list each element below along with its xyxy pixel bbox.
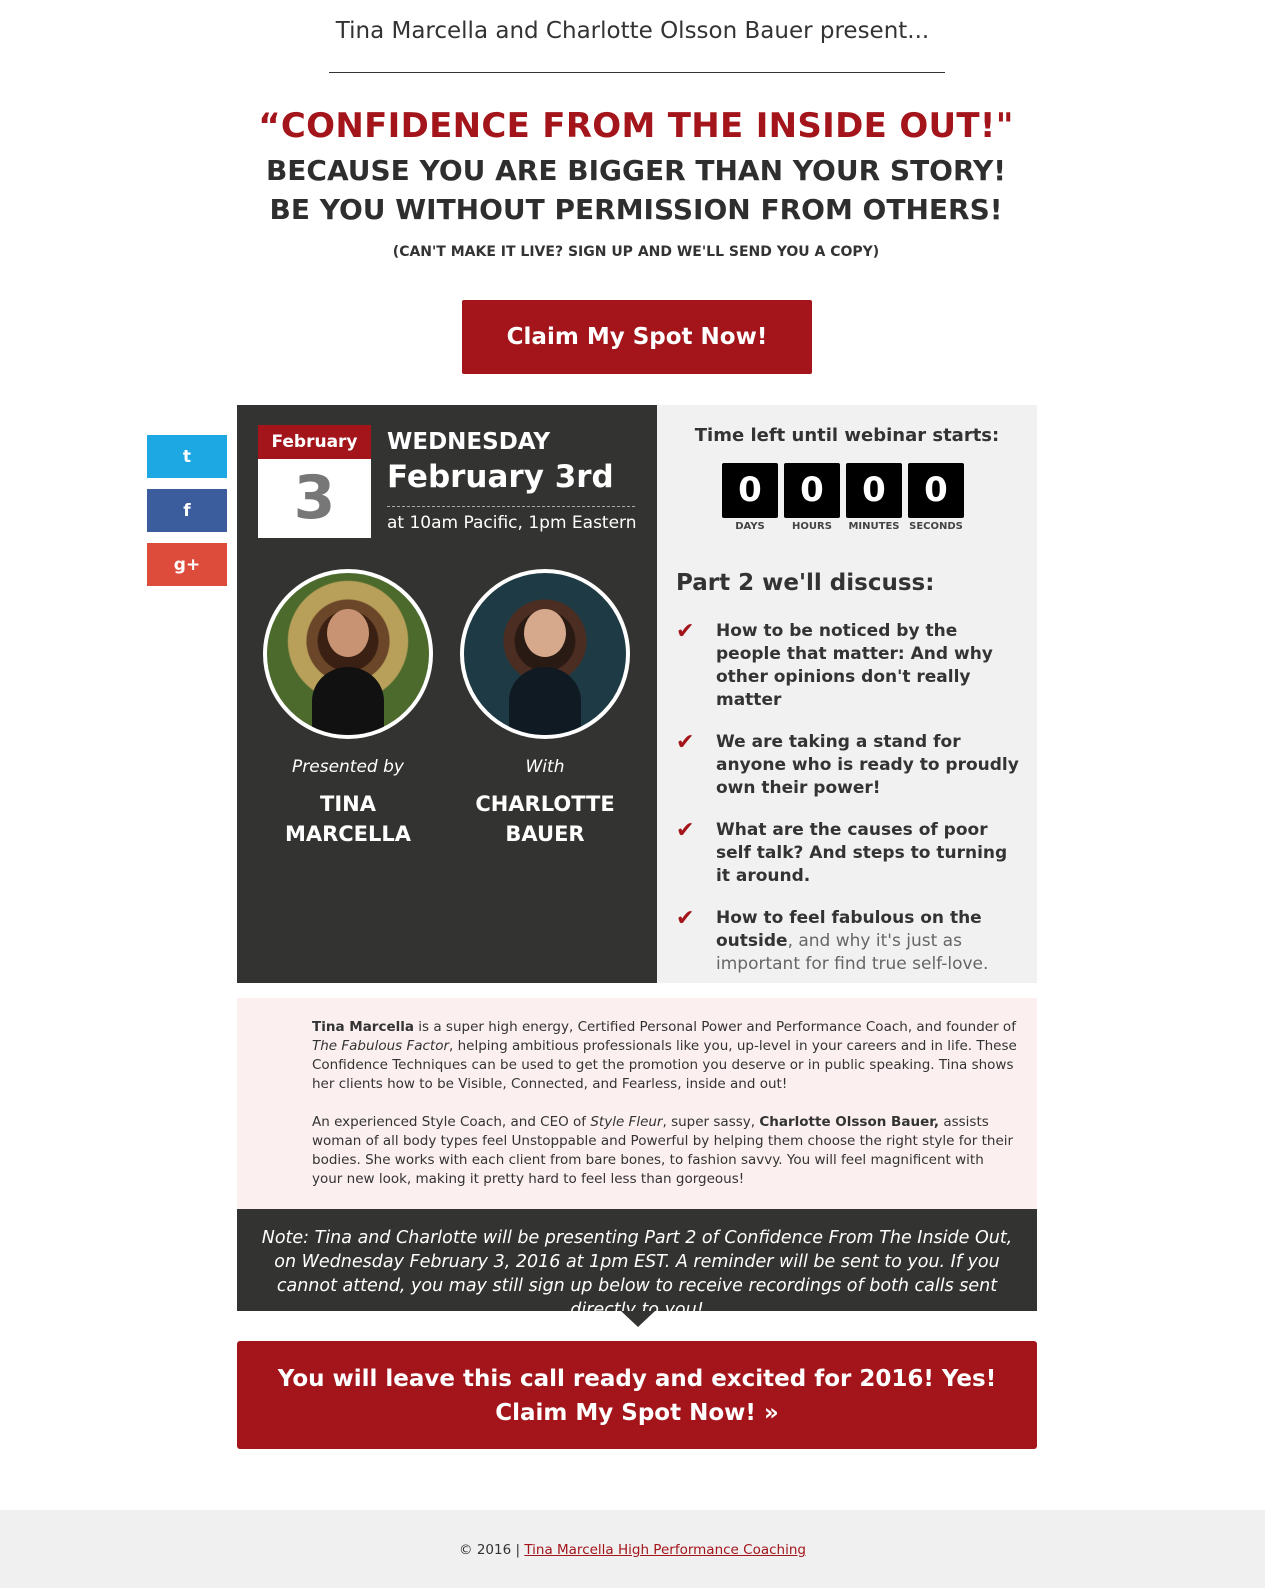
timer-unit-hours bbox=[784, 463, 840, 532]
claim-spot-button[interactable]: Claim My Spot Now! bbox=[462, 300, 812, 374]
twitter-share-button[interactable] bbox=[147, 435, 227, 478]
info-panel bbox=[657, 405, 1037, 983]
timer-label: SECONDS bbox=[909, 521, 963, 532]
calendar-day: 3 bbox=[293, 463, 336, 533]
presenter-last-name: MARCELLA bbox=[284, 822, 412, 846]
timer-digit: 0 bbox=[908, 463, 964, 518]
list-item bbox=[676, 819, 1026, 888]
event-time: at 10am Pacific, 1pm Eastern bbox=[387, 513, 637, 533]
date-divider bbox=[387, 506, 635, 507]
event-panel bbox=[237, 405, 657, 983]
signup-note: (CAN'T MAKE IT LIVE? SIGN UP AND WE'LL SEND YOU A COPY) bbox=[392, 244, 880, 260]
bio-text: An experienced Style Coach, and CEO of bbox=[312, 1114, 591, 1130]
discuss-title: Part 2 we'll discuss: bbox=[676, 570, 935, 596]
event-date: February 3rd bbox=[387, 459, 614, 495]
timer-unit-minutes bbox=[846, 463, 902, 532]
list-item bbox=[676, 731, 1026, 800]
subheadline-1: BECAUSE YOU ARE BIGGER THAN YOUR STORY! bbox=[265, 154, 1007, 187]
claim-spot-bottom-button[interactable] bbox=[237, 1341, 1037, 1449]
presenter-photo-charlotte bbox=[460, 569, 630, 739]
headline: “CONFIDENCE FROM THE INSIDE OUT!" bbox=[258, 106, 1014, 146]
facebook-share-button[interactable] bbox=[147, 489, 227, 532]
list-item-bold: How to feel fabulous on the outside bbox=[716, 908, 982, 951]
bio-text: assists woman of all body types feel Unstoppable and Powerful by helping them choose the right style for their bodies. She works with each client from bare bones, to fashion savvy. You will feel magnificent with your new look, making it pretty hard to feel less than gorgeous! bbox=[312, 1114, 1014, 1187]
googleplus-share-button[interactable] bbox=[147, 543, 227, 586]
list-item-bold: How to be noticed by the people that matter: And why other opinions don't really matter bbox=[716, 621, 993, 710]
event-weekday: WEDNESDAY bbox=[387, 429, 551, 455]
bio-company: The Fabulous Factor bbox=[312, 1038, 450, 1054]
bio-name: Tina Marcella bbox=[312, 1019, 414, 1035]
facebook-icon: f bbox=[183, 500, 191, 521]
bio-name: Charlotte Olsson Bauer, bbox=[759, 1114, 940, 1130]
presenter-label-1: Presented by bbox=[292, 757, 404, 777]
presenter-label-2: With bbox=[525, 757, 565, 777]
photo-face bbox=[524, 609, 566, 658]
timer-digit: 0 bbox=[722, 463, 778, 518]
timer-label: DAYS bbox=[735, 521, 765, 532]
note-arrow bbox=[621, 1311, 655, 1327]
checkmark-icon: ✔ bbox=[676, 818, 695, 843]
presenter-last-name: BAUER bbox=[505, 822, 585, 846]
list-item bbox=[676, 620, 1026, 712]
bio-text: , helping ambitious professionals like you, up-level in your careers and in life. These Confidence Techniques can be used to get the promotion you deserve or in public speaking. Tina shows her clients how to be Visible, Connected, and Fearless, inside and out! bbox=[312, 1038, 1017, 1092]
photo-body bbox=[509, 667, 580, 735]
bio-tina bbox=[312, 1018, 1017, 1094]
countdown-timer bbox=[722, 463, 964, 532]
timer-unit-days bbox=[722, 463, 778, 532]
timer-title: Time left until webinar starts: bbox=[694, 425, 1000, 446]
presenter-name-1 bbox=[238, 789, 458, 849]
list-item-bold: What are the causes of poor self talk? And steps to turning it around. bbox=[716, 820, 1008, 886]
bio-company: Style Fleur bbox=[590, 1114, 663, 1130]
list-item-rest: , and why it's just as important for find true self-love. bbox=[716, 931, 989, 974]
checkmark-icon: ✔ bbox=[676, 619, 695, 644]
photo-body bbox=[312, 667, 383, 735]
googleplus-icon: g+ bbox=[173, 554, 201, 575]
timer-digit: 0 bbox=[784, 463, 840, 518]
photo-face bbox=[327, 609, 369, 658]
list-item bbox=[676, 907, 1026, 976]
bio-text: , super sassy, bbox=[662, 1114, 760, 1130]
discuss-list bbox=[676, 620, 1026, 995]
note-panel: Note: Tina and Charlotte will be presenting Part 2 of Confidence From The Inside Out, on Wednesday February 3, 2016 at 1pm EST. A reminder will be sent to you. If you cannot attend, you may still sign up below to receive recordings of both calls sent directly to you! bbox=[237, 1209, 1037, 1311]
subheadline-2: BE YOU WITHOUT PERMISSION FROM OTHERS! bbox=[269, 193, 1003, 226]
checkmark-icon: ✔ bbox=[676, 730, 695, 755]
list-item-bold: We are taking a stand for anyone who is ready to proudly own their power! bbox=[716, 732, 1019, 798]
twitter-icon: t bbox=[182, 446, 192, 467]
presenter-photo-tina bbox=[263, 569, 433, 739]
cta-line-1: You will leave this call ready and excited for 2016! Yes! bbox=[277, 1366, 997, 1392]
header-divider bbox=[329, 72, 945, 73]
presenter-first-name: TINA bbox=[320, 792, 376, 816]
footer-link[interactable]: Tina Marcella High Performance Coaching bbox=[524, 1542, 806, 1558]
timer-label: MINUTES bbox=[848, 521, 900, 532]
presenters-line: Tina Marcella and Charlotte Olsson Bauer present... bbox=[335, 18, 930, 44]
checkmark-icon: ✔ bbox=[676, 906, 695, 931]
timer-digit: 0 bbox=[846, 463, 902, 518]
cta-line-2: Claim My Spot Now! » bbox=[495, 1400, 779, 1426]
calendar-month: February bbox=[258, 425, 371, 459]
timer-label: HOURS bbox=[792, 521, 832, 532]
footer-copyright: © 2016 | bbox=[459, 1542, 525, 1558]
calendar-badge bbox=[258, 425, 371, 538]
bio-charlotte bbox=[312, 1113, 1017, 1189]
footer bbox=[0, 1510, 1265, 1588]
presenter-name-2 bbox=[435, 789, 655, 849]
timer-unit-seconds bbox=[908, 463, 964, 532]
bio-panel bbox=[237, 998, 1037, 1209]
bio-text: is a super high energy, Certified Personal Power and Performance Coach, and founder of bbox=[413, 1019, 1016, 1035]
presenter-first-name: CHARLOTTE bbox=[475, 792, 615, 816]
